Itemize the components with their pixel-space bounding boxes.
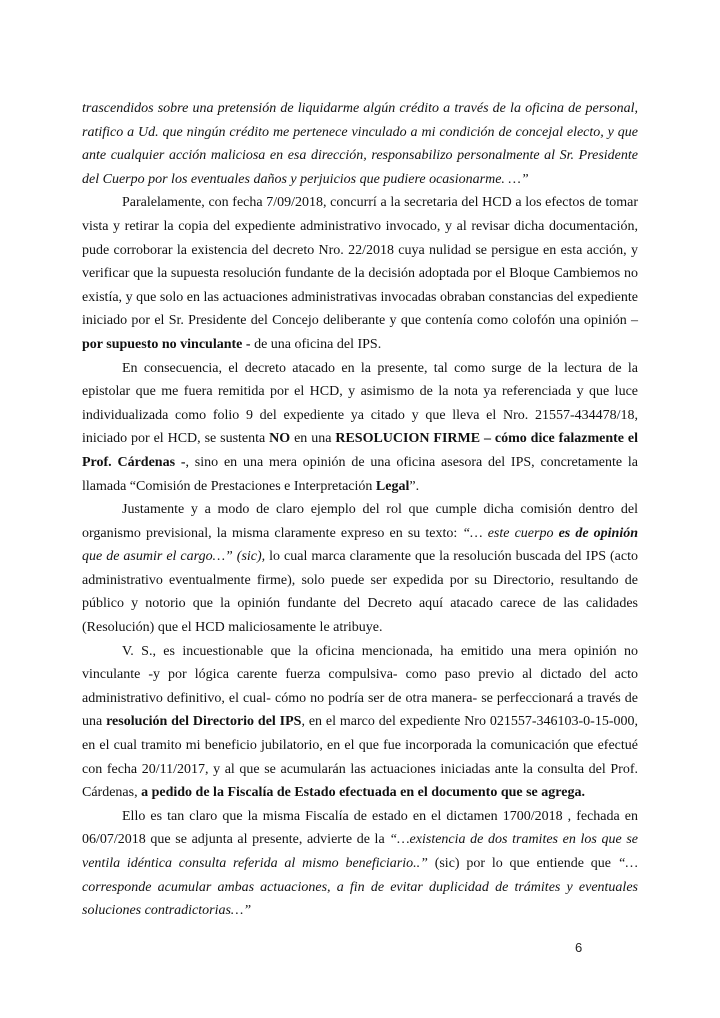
document-body	[82, 97, 638, 923]
text-run: es de opinión	[558, 525, 638, 541]
page-number: 6	[575, 940, 583, 955]
text-run: Paralelamente, con fecha 7/09/2018, concurrí a la secretaria del HCD a los efectos de tomar vista y retirar la copia del expediente administrativo invocado, y al revisar dicha documentación, pude corroborar la existencia del decreto Nro. 22/2018 cuya nulidad se persigue en esta acción, y verificar que la supuesta resolución fundante de la decisión adoptada por el Bloque Cambiemos no existía, y que solo en las actuaciones administrativas invocadas obraban constancias del expediente iniciado por el Sr. Presidente del Concejo deliberante y que contenía como colofón una opinión –	[82, 195, 638, 329]
paragraph	[82, 97, 638, 191]
paragraph	[82, 498, 638, 640]
text-run: “…existencia de dos tramites en los que se ventila idéntica consulta referida al mismo beneficiario..”	[82, 832, 639, 871]
text-run: , sino en una mera opinión de una oficina asesora del IPS, concretamente la llamada “Comisión de Prestaciones e Interpretación	[82, 454, 638, 494]
text-run: que de asumir el cargo…” (sic),	[82, 549, 266, 565]
text-run: , en el marco del expediente Nro 021557-346103-0-15-000, en el cual tramito mi beneficio jubilatorio, en el que fue incorporada la comunicación que efectué con fecha 20/11/2017, y al que se acumularán las actuaciones iniciadas ante la consulta del Prof. Cárdenas,	[82, 714, 638, 801]
text-run: de una oficina del IPS.	[250, 336, 382, 352]
text-run: RESOLUCION FIRME – cómo dice falazmente el Prof. Cárdenas -	[82, 431, 638, 470]
text-run: En consecuencia, el decreto atacado en la presente, tal como surge de la lectura de la epistolar que me fuera remitida por el HCD, y asimismo de la nota ya referenciada y que luce individualizada como folio 9 del expediente ya citado y que lleva el Nro. 21557-434478/18, iniciado por el HCD, se sustenta	[82, 360, 638, 447]
text-run: (sic) por lo que entiende que	[427, 856, 618, 871]
text-run: trascendidos sobre una pretensión de liquidarme algún crédito a través de la oficina de personal, ratifico a Ud. que ningún crédito me pertenece vinculado a mi condición de concejal electo, y que ante cualquier acción maliciosa en esa dirección, responsabilizo personalmente al Sr. Presidente del Cuerpo por los eventuales daños y perjuicios que pudiere ocasionarme. …”	[82, 101, 638, 187]
paragraph	[82, 640, 638, 805]
text-run: Ello es tan claro que la misma Fiscalía de estado en el dictamen 1700/2018 , fechada en 06/07/2018 que se adjunta al presente, advierte de la	[82, 808, 638, 848]
text-run: V. S., es incuestionable que la oficina mencionada, ha emitido una mera opinión no vinculante -y por lógica carente fuerza compulsiva- como paso previo al dictado del acto administrativo definitivo, el cual- cómo no podría ser de otra manera- se perfeccionará a través de una	[82, 643, 638, 730]
text-run: por supuesto no vinculante -	[82, 336, 251, 352]
paragraph	[82, 805, 638, 923]
text-run: “… corresponde acumular ambas actuaciones, a fin de evitar duplicidad de trámites y eventuales soluciones contradictorias…”	[82, 856, 638, 919]
paragraph	[82, 357, 638, 499]
text-run: en una	[290, 431, 336, 447]
text-run: Justamente y a modo de claro ejemplo del rol que cumple dicha comisión dentro del organismo previsional, la misma claramente expreso en su texto:	[82, 502, 638, 541]
text-run: a pedido de la Fiscalía de Estado efectuada en el documento que se agrega.	[141, 785, 585, 801]
text-run: ”.	[409, 478, 420, 494]
text-run: resolución del Directorio del IPS	[106, 714, 302, 730]
text-run: NO	[269, 431, 291, 447]
text-run: lo cual marca claramente que la resolución buscada del IPS (acto administrativo eventualmente firme), solo puede ser expedida por su Directorio, resultando de público y notorio que la opinión fundante del Decreto aquí atacado carece de las calidades (Resolución) que el HCD maliciosamente le atribuye.	[82, 549, 638, 636]
text-run: Legal	[375, 478, 410, 494]
text-run: “… este cuerpo	[462, 525, 559, 541]
paragraph	[82, 191, 638, 356]
